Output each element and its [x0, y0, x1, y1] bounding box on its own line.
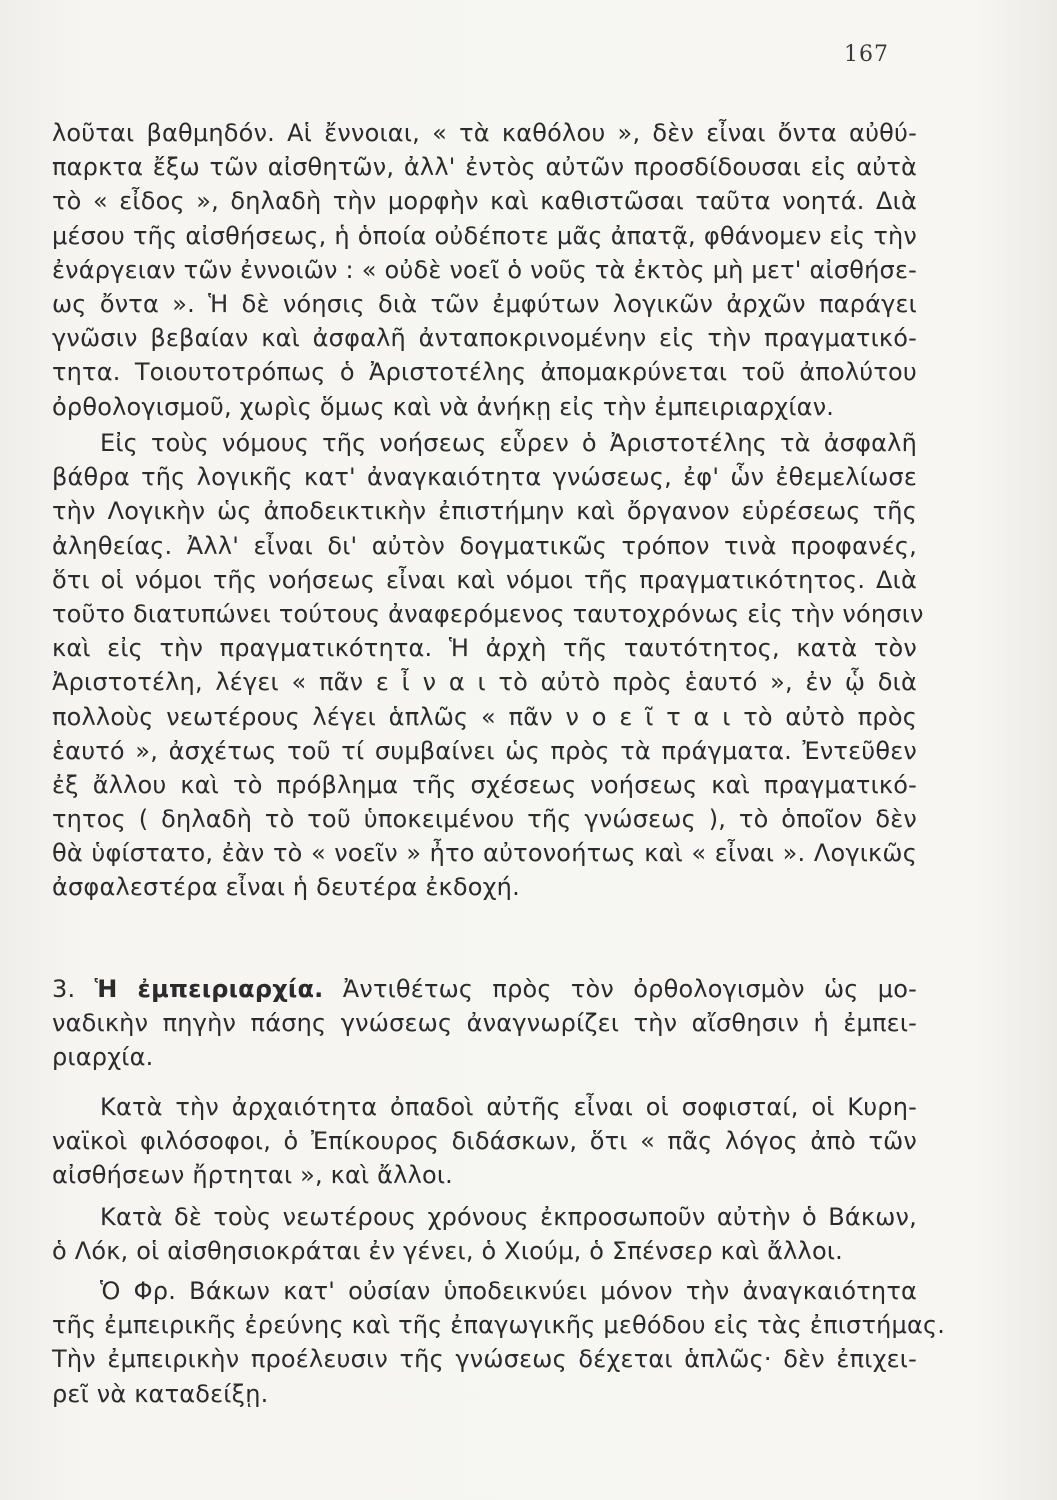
text-line: ὁ Λόκ, οἱ αἰσθησιοκράται ἐν γένει, ὁ Χιούμ, ὁ Σπένσερ καὶ ἄλλοι.: [52, 1237, 843, 1266]
text-line: ἐνάργειαν τῶν ἐννοιῶν : « οὐδὲ νοεῖ ὁ νοῦς τὰ ἐκτὸς μὴ μετ' αἰσθήσε-: [52, 255, 917, 284]
paragraph-logic: [52, 426, 924, 905]
page-number: 167: [844, 42, 889, 67]
text-line: τητα. Τοιουτοτρόπως ὁ Ἀριστοτέλης ἀπομακρύνεται τοῦ ἀπολύτου: [52, 358, 917, 387]
text-line: ἐξ ἄλλου καὶ τὸ πρόβλημα τῆς σχέσεως νοήσεως καὶ πραγματικό-: [52, 770, 917, 799]
text-line: ὀρθολογισμοῦ, χωρὶς ὅμως καὶ νὰ ἀνήκῃ εἰς τὴν ἐμπειριαρχίαν.: [52, 392, 835, 421]
text-line: Ὁ Φρ. Βάκων κατ' οὐσίαν ὑποδεικνύει μόνον τὴν ἀναγκαιότητα: [100, 1277, 917, 1305]
text-line: τῆς ἐμπειρικῆς ἐρεύνης καὶ τῆς ἐπαγωγικῆς μεθόδου εἰς τὰς ἐπιστήμας.: [52, 1311, 946, 1340]
text-line: καὶ εἰς τὴν πραγματικότητα. Ἡ ἀρχὴ τῆς ταυτότητος, κατὰ τὸν: [52, 634, 917, 663]
text-line: παρκτα ἔξω τῶν αἰσθητῶν, ἀλλ' ἐντὸς αὐτῶν προσδίδουσαι εἰς αὐτὰ: [52, 153, 917, 182]
text-line: αἰσθήσεων ἤρτηται », καὶ ἄλλοι.: [52, 1161, 454, 1190]
text-line: Εἰς τοὺς νόμους τῆς νοήσεως εὗρεν ὁ Ἀριστοτέλης τὰ ἀσφαλῆ: [100, 429, 917, 457]
text-line: ως ὄντα ». Ἡ δὲ νόησις διὰ τῶν ἐμφύτων λογικῶν ἀρχῶν παράγει: [52, 289, 917, 318]
text-line: ἀληθείας. Ἀλλ' εἶναι δι' αὐτὸν δογματικῶς τρόπον τινὰ προφανές,: [52, 531, 917, 560]
text-line: ἀσφαλεστέρα εἶναι ἡ δευτέρα ἐκδοχή.: [52, 873, 520, 902]
section-heading-line: [52, 972, 917, 1006]
text-line: ναϊκοὶ φιλόσοφοι, ὁ Ἐπίκουρος διδάσκων, ὅτι « πᾶς λόγος ἀπὸ τῶν: [52, 1127, 917, 1156]
text-line: βάθρα τῆς λογικῆς κατ' ἀναγκαιότητα γνώσεως, ἐφ' ὧν ἐθεμελίωσε: [52, 463, 917, 492]
text-line: ρεῖ νὰ καταδείξῃ.: [52, 1379, 269, 1408]
section-empiricism: [52, 972, 917, 1075]
text-line: τὸ « εἶδος », δηλαδὴ τὴν μορφὴν καὶ καθιστῶσαι ταῦτα νοητά. Διὰ: [52, 187, 917, 216]
section-title: Ἡ ἐμπειριαρχία.: [94, 975, 324, 1003]
paragraph-antiquity: [52, 1090, 917, 1193]
text-line: τητος ( δηλαδὴ τὸ τοῦ ὑποκειμένου τῆς γνώσεως ), τὸ ὁποῖον δὲν: [52, 805, 917, 834]
text-line: λοῦται βαθμηδόν. Αἱ ἔννοιαι, « τὰ καθόλου », δὲν εἶναι ὄντα αὐθύ-: [52, 119, 917, 147]
text-line: ριαρχία.: [52, 1043, 154, 1072]
paragraph-continuation: [52, 116, 917, 424]
text-line: πολλοὺς νεωτέρους λέγει ἁπλῶς « πᾶν ν ο ε ῖ τ α ι τὸ αὐτὸ πρὸς: [52, 702, 917, 731]
text-line: ναδικὴν πηγὴν πάσης γνώσεως ἀναγνωρίζει τὴν αἴσθησιν ἡ ἐμπει-: [52, 1009, 917, 1038]
text-line: ἑαυτό », ἀσχέτως τοῦ τί συμβαίνει ὡς πρὸς τὰ πράγματα. Ἐντεῦθεν: [52, 736, 917, 765]
paragraph-modern: [52, 1200, 917, 1268]
text-line: Κατὰ δὲ τοὺς νεωτέρους χρόνους ἐκπροσωποῦν αὐτὴν ὁ Βάκων,: [100, 1203, 917, 1231]
text-line: μέσου τῆς αἰσθήσεως, ἡ ὁποία οὐδέποτε μᾶς ἀπατᾷ, φθάνομεν εἰς τὴν: [52, 221, 917, 250]
text-line-rest: Ἀντιθέτως πρὸς τὸν ὀρθολογισμὸν ὡς μο-: [342, 975, 917, 1003]
text-line: ὅτι οἱ νόμοι τῆς νοήσεως εἶναι καὶ νόμοι τῆς πραγματικότητος. Διὰ: [52, 565, 917, 594]
section-number: 3.: [52, 975, 76, 1003]
text-line: θὰ ὑφίστατο, ἐὰν τὸ « νοεῖν » ἦτο αὐτονοήτως καὶ « εἶναι ». Λογικῶς: [52, 839, 917, 868]
paragraph-bacon: [52, 1274, 946, 1411]
text-line: τὴν Λογικὴν ὡς ἀποδεικτικὴν ἐπιστήμην καὶ ὄργανον εὑρέσεως τῆς: [52, 497, 917, 526]
text-line: Ἀριστοτέλη, λέγει « πᾶν ε ἶ ν α ι τὸ αὐτὸ πρὸς ἑαυτό », ἐν ᾧ διὰ: [52, 668, 917, 697]
text-line: Τὴν ἐμπειρικὴν προέλευσιν τῆς γνώσεως δέχεται ἁπλῶς· δὲν ἐπιχει-: [52, 1345, 917, 1374]
text-line: γνῶσιν βεβαίαν καὶ ἀσφαλῆ ἀνταποκρινομένην εἰς τὴν πραγματικό-: [52, 324, 917, 353]
text-line: Κατὰ τὴν ἀρχαιότητα ὀπαδοὶ αὐτῆς εἶναι οἱ σοφισταί, οἱ Κυρη-: [100, 1093, 917, 1121]
text-line: τοῦτο διατυπώνει τούτους ἀναφερόμενος ταυτοχρόνως εἰς τὴν νόησιν: [52, 599, 924, 628]
